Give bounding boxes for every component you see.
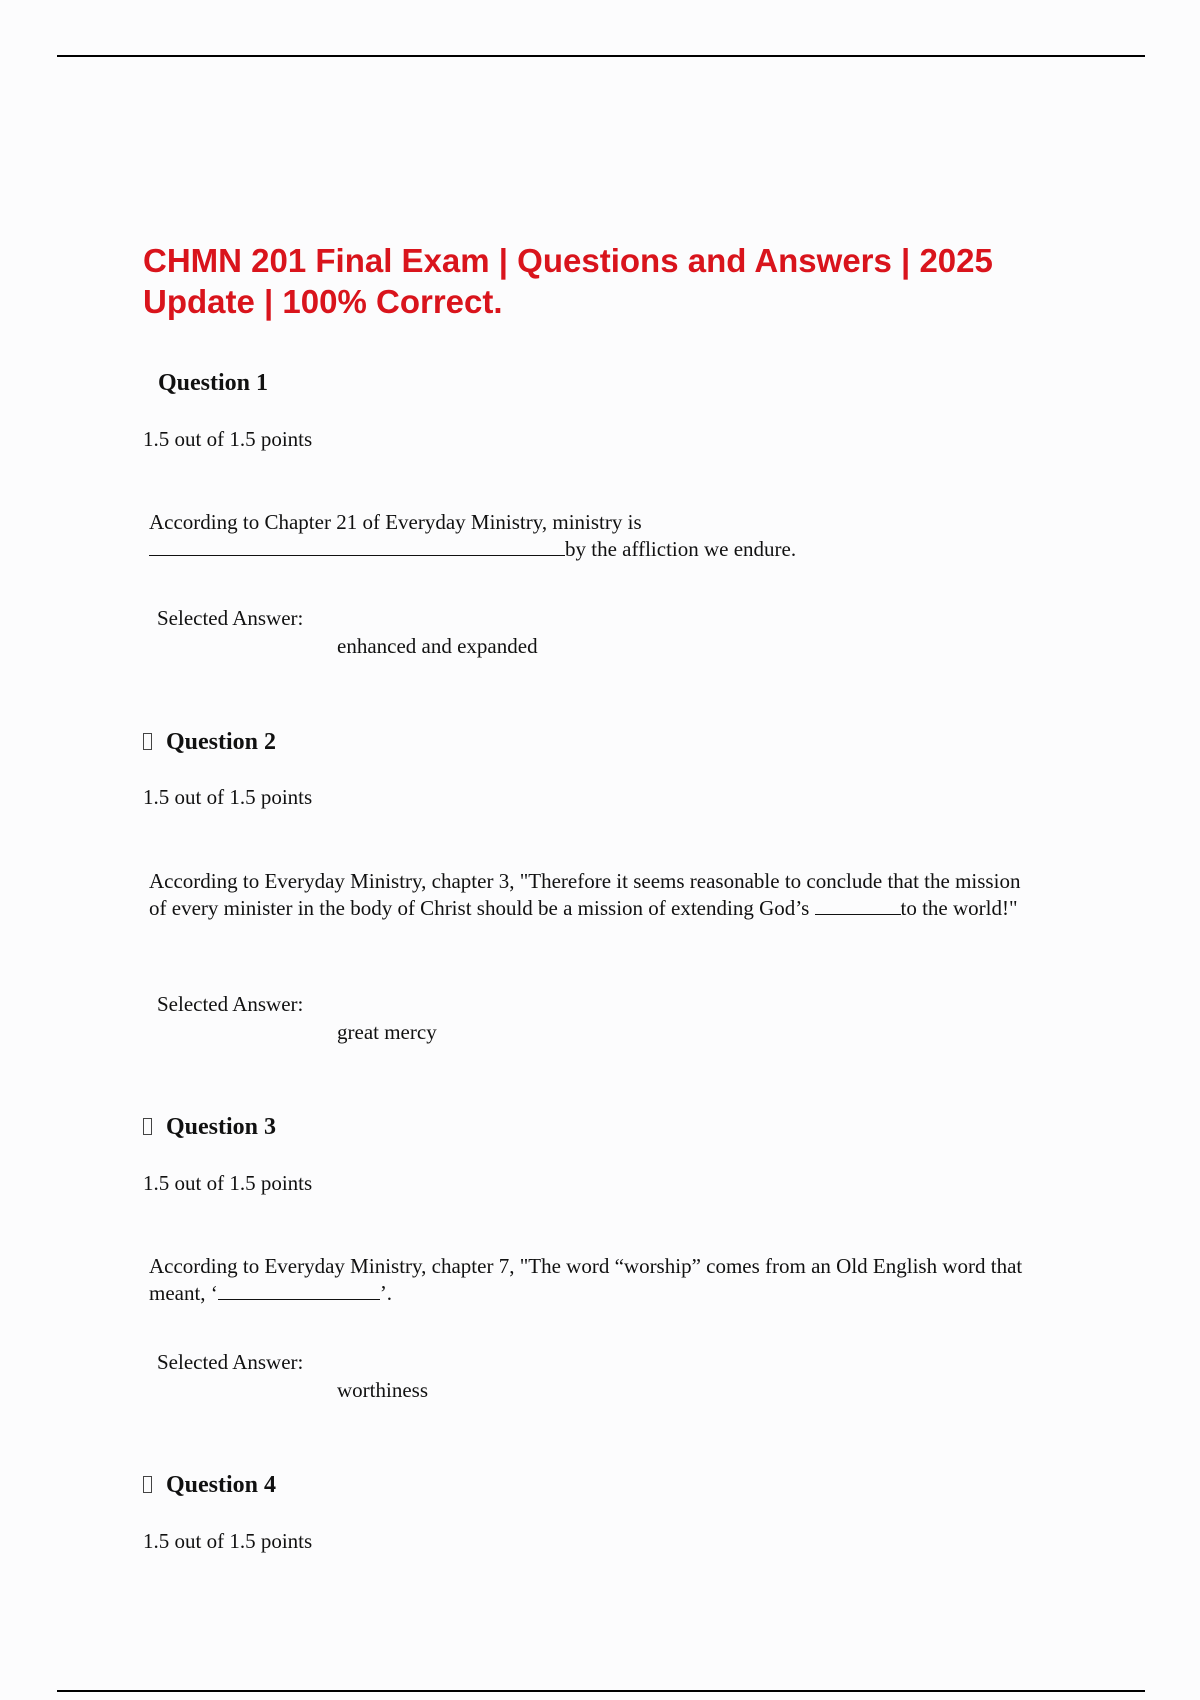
document-title: CHMN 201 Final Exam | Questions and Answers | 2025 Update | 100% Correct. bbox=[143, 242, 993, 320]
question-2-heading-text: Question 2 bbox=[166, 729, 277, 755]
question-3-points: 1.5 out of 1.5 points bbox=[143, 1171, 313, 1195]
missing-glyph-icon bbox=[143, 733, 152, 750]
answer-blank bbox=[218, 1283, 380, 1300]
question-4-points: 1.5 out of 1.5 points bbox=[143, 1529, 313, 1553]
question-3-text: According to Everyday Ministry, chapter 7, "The word “worship” comes from an Old English word that meant, ‘ ’. bbox=[149, 1254, 1023, 1305]
missing-glyph-icon bbox=[143, 1118, 152, 1135]
question-4-heading-text: Question 4 bbox=[166, 1472, 277, 1498]
question-2-text: According to Everyday Ministry, chapter 3, "Therefore it seems reasonable to conclude that the mission of every minister in the body of Christ should be a mission of extending God’s to the world!" bbox=[149, 869, 1021, 920]
bottom-rule bbox=[57, 1690, 1145, 1692]
question-1-selected-answer: enhanced and expanded bbox=[337, 634, 538, 658]
question-2-selected-label: Selected Answer: bbox=[157, 992, 304, 1016]
question-1-points: 1.5 out of 1.5 points bbox=[143, 427, 313, 451]
question-1-selected-label: Selected Answer: bbox=[157, 606, 304, 630]
question-3-selected-label: Selected Answer: bbox=[157, 1350, 304, 1374]
missing-glyph-icon bbox=[143, 1476, 152, 1493]
question-2-selected-answer: great mercy bbox=[337, 1020, 437, 1044]
top-rule bbox=[57, 55, 1145, 57]
question-4-heading bbox=[143, 1470, 276, 1500]
question-1-heading bbox=[158, 368, 268, 398]
question-1-heading-text: Question 1 bbox=[158, 370, 269, 396]
question-3-heading bbox=[143, 1112, 276, 1142]
question-2-heading bbox=[143, 727, 276, 757]
answer-blank bbox=[815, 898, 901, 915]
question-2-points: 1.5 out of 1.5 points bbox=[143, 785, 313, 809]
question-3-selected-answer: worthiness bbox=[337, 1378, 428, 1402]
question-3-heading-text: Question 3 bbox=[166, 1114, 277, 1140]
question-1-text: According to Chapter 21 of Everyday Ministry, ministry is by the affliction we endure. bbox=[149, 510, 797, 561]
answer-blank bbox=[149, 539, 565, 556]
